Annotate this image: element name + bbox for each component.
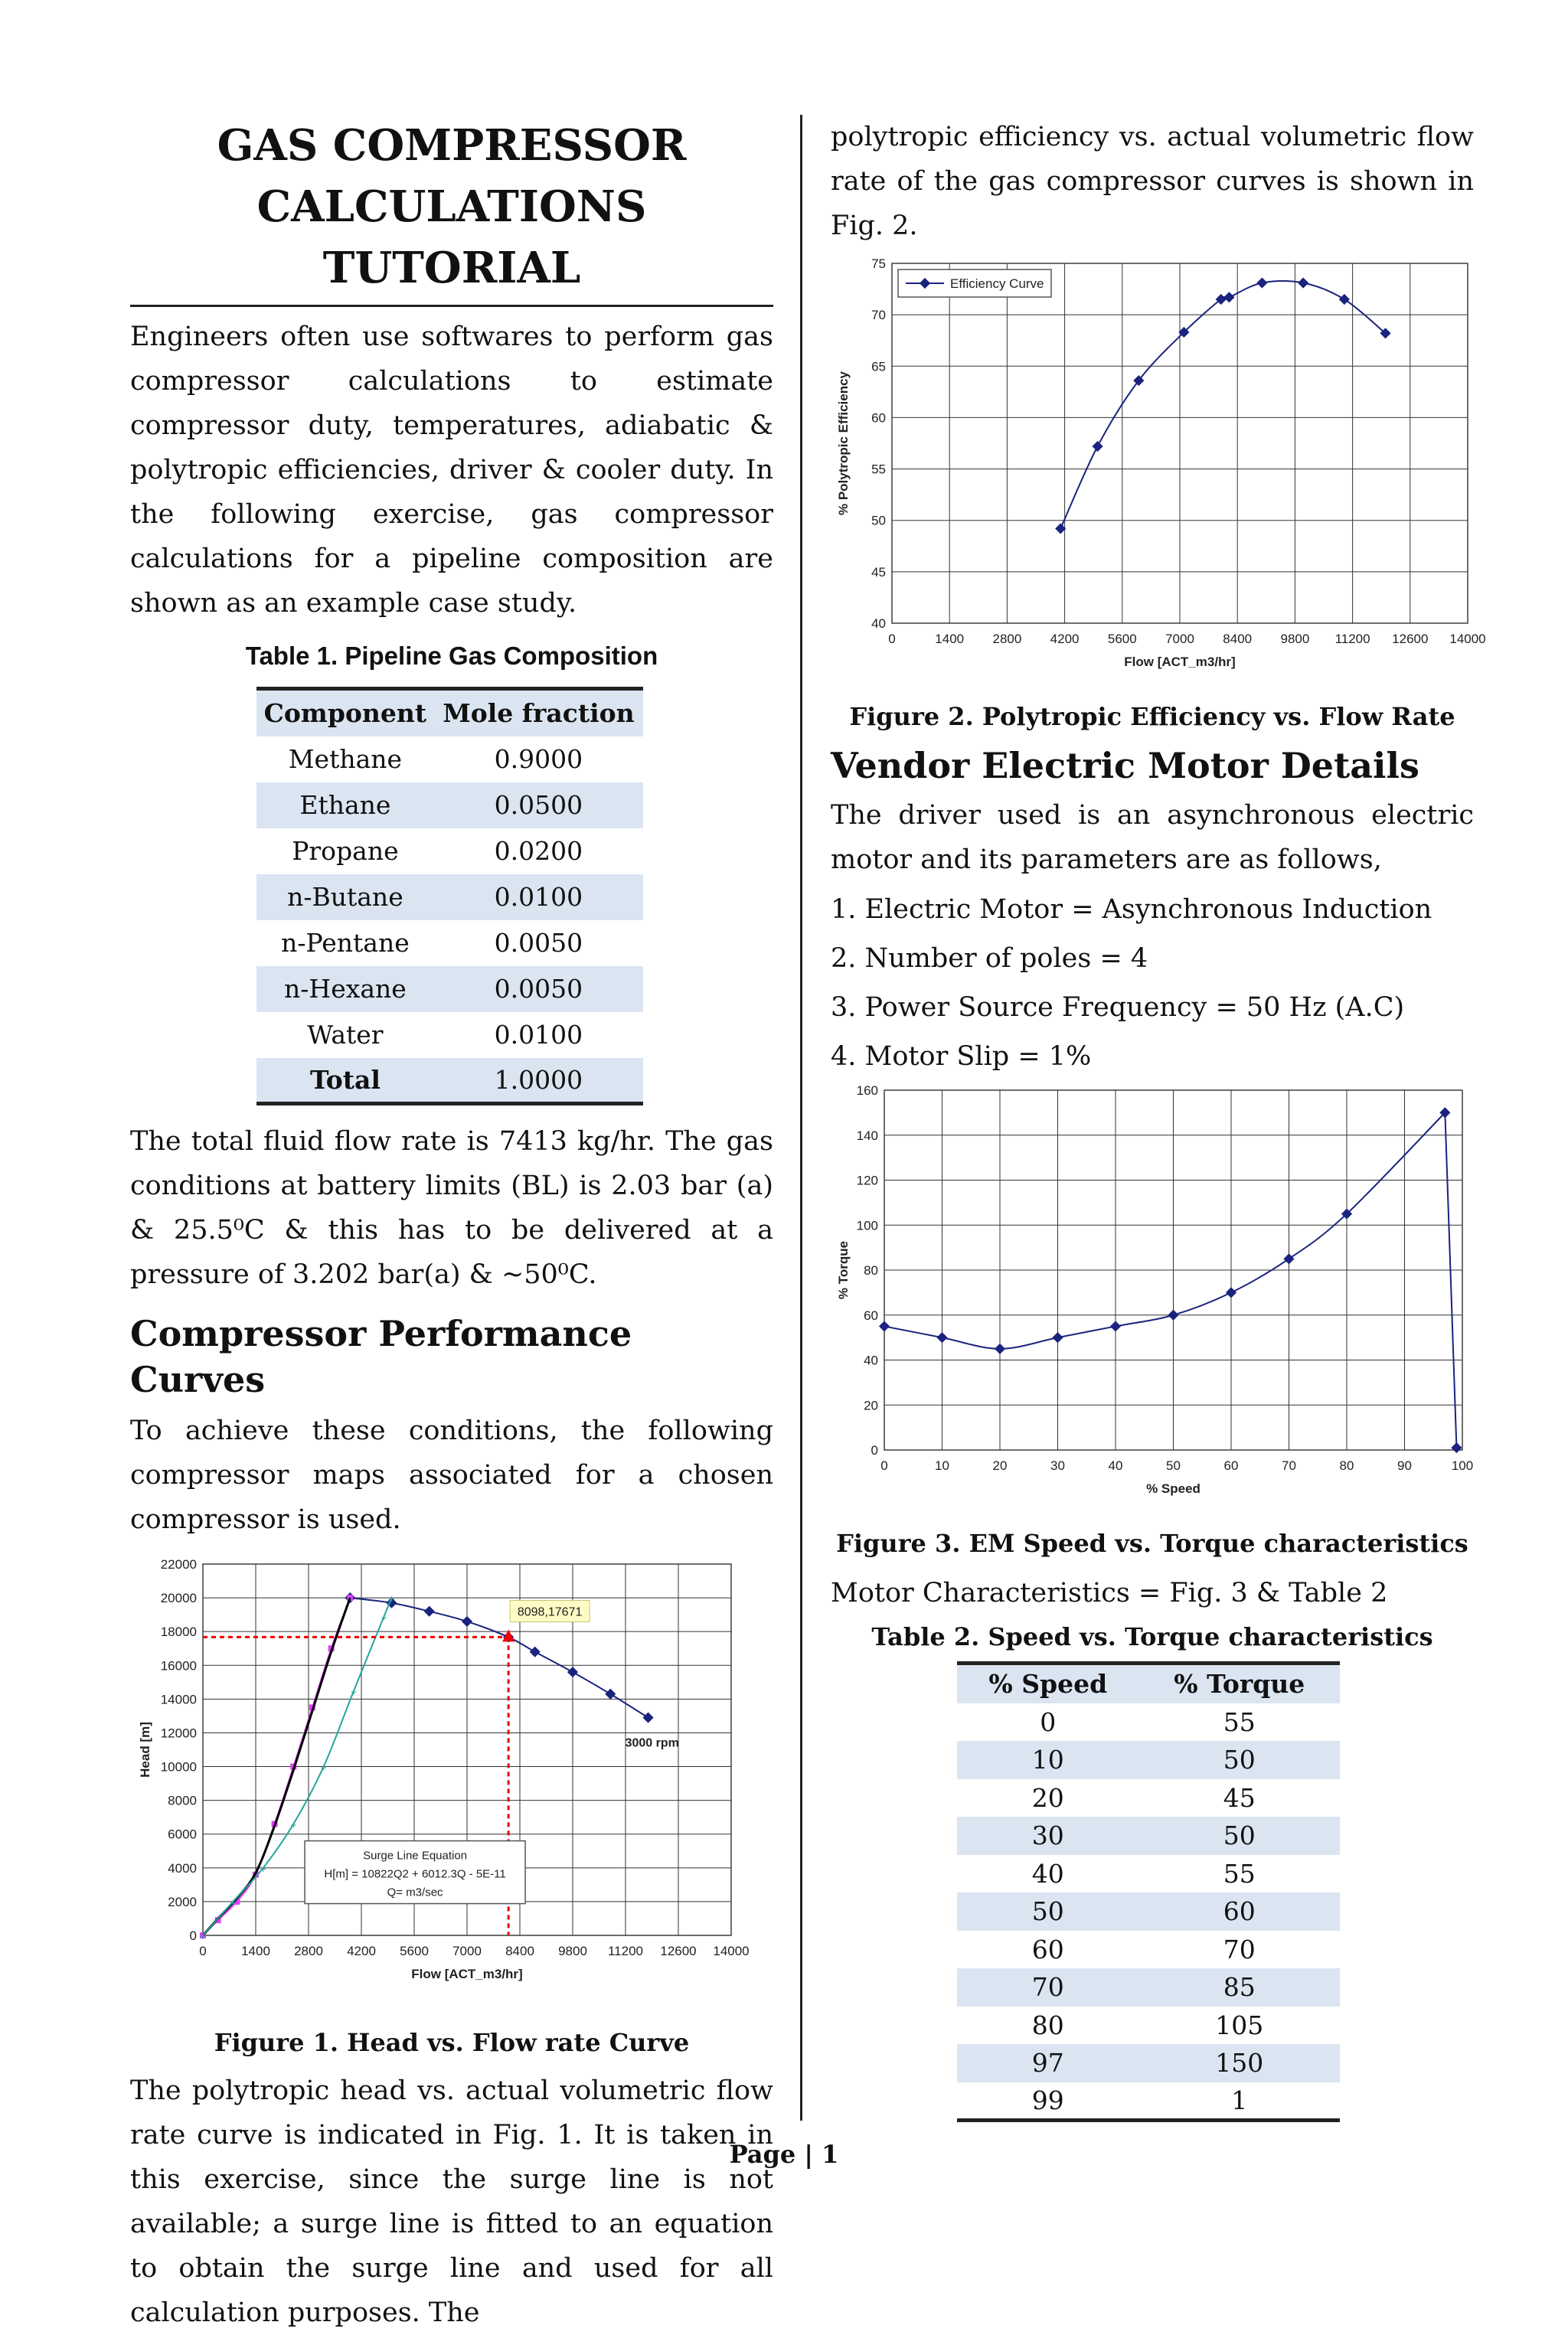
x-tick-label: 11200 — [1334, 632, 1370, 646]
data-point: + — [199, 1930, 207, 1942]
table-cell: 0.0050 — [494, 928, 583, 958]
x-tick-label: 5600 — [1107, 632, 1137, 646]
flow-paragraph: The total fluid flow rate is 7413 kg/hr. The gas conditions at battery limits (BL) is 2.03 bar (a) & 25.5⁰C & this has to be delivered at a pressure of 3.202 bar(a) & ~50⁰C. — [130, 1126, 773, 1290]
y-tick-label: 22000 — [160, 1557, 197, 1572]
table-row — [256, 736, 643, 782]
table2-header-speed: % Speed — [957, 1664, 1139, 1703]
figure1-caption: Figure 1. Head vs. Flow rate Curve — [214, 2028, 690, 2057]
x-tick-label: 1400 — [241, 1944, 270, 1958]
table-cell: n-Pentane — [281, 928, 410, 958]
section-heading-motor: Vendor Electric Motor Details — [831, 745, 1419, 786]
x-tick-label: 70 — [1282, 1458, 1296, 1473]
curves-paragraph: To achieve these conditions, the following compressor maps associated for a chosen compressor is used. — [130, 1416, 773, 1535]
data-point: + — [260, 1862, 266, 1875]
head-flow-chart — [130, 1553, 773, 2012]
table-cell: 60 — [1031, 1934, 1064, 1964]
table-row — [957, 1741, 1340, 1779]
table-cell: 0.9000 — [494, 744, 583, 774]
motor-paragraph: The driver used is an asynchronous electric motor and its parameters are as follows, — [831, 800, 1474, 875]
section-heading-curves: Compressor Performance Curves — [130, 1313, 632, 1400]
y-tick-label: 60 — [871, 410, 886, 426]
efficiency-intro-paragraph: polytropic efficiency vs. actual volumetric flow rate of the gas compressor curves is shown in Fig. 2. — [831, 122, 1474, 241]
x-tick-label: 2800 — [992, 632, 1022, 646]
y-tick-label: 12000 — [160, 1726, 197, 1741]
table-cell: 0.0050 — [434, 966, 643, 1012]
x-tick-label: 14000 — [713, 1944, 750, 1958]
table-cell: 1 — [1139, 2082, 1340, 2121]
y-tick-label: 160 — [856, 1083, 878, 1098]
table-row — [256, 920, 643, 966]
table-row — [256, 874, 643, 920]
x-tick-label: 11200 — [607, 1944, 644, 1958]
surge-equation-units: Q= m3/sec — [387, 1886, 443, 1899]
table-cell: 10 — [957, 1741, 1139, 1779]
table-cell: Water — [307, 1020, 384, 1050]
table1-header-component: Component — [256, 689, 434, 736]
table-cell: 1.0000 — [434, 1058, 643, 1104]
y-tick-label: 0 — [189, 1928, 197, 1943]
speed-torque-chart — [831, 1081, 1474, 1510]
y-axis-label: % Polytropic Efficiency — [836, 371, 851, 515]
table-cell: Propane — [292, 836, 399, 866]
data-point: + — [388, 1592, 395, 1605]
table-cell: 50 — [957, 1892, 1139, 1931]
data-point: + — [290, 1818, 297, 1831]
x-tick-label: 80 — [1339, 1458, 1354, 1473]
page-number: Page | 1 — [729, 2140, 839, 2169]
table2-caption: Table 2. Speed vs. Torque characteristics — [871, 1622, 1433, 1651]
x-tick-label: 9800 — [1280, 632, 1310, 646]
table-cell: 45 — [1223, 1782, 1256, 1813]
x-tick-label: 20 — [992, 1458, 1008, 1473]
table-cell: 70 — [1223, 1934, 1256, 1964]
table-row — [957, 1817, 1340, 1855]
table-cell: 70 — [957, 1968, 1139, 2007]
table-row — [957, 2007, 1340, 2045]
y-tick-label: 50 — [871, 513, 886, 528]
series-label-rpm: 3000 rpm — [625, 1736, 679, 1750]
title-line-2: CALCULATIONS TUTORIAL — [256, 181, 647, 293]
table-cell: n-Hexane — [256, 966, 434, 1012]
x-tick-label: 8400 — [505, 1944, 534, 1958]
y-tick-label: 40 — [864, 1353, 878, 1368]
title-line-1: GAS COMPRESSOR — [217, 120, 687, 171]
head-paragraph: The polytropic head vs. actual volumetric flow rate curve is indicated in Fig. 1. It is taken in this exercise, since the surge line is not available; a surge line is fitted to an equation to obtain the surge line and used for all calculation purposes. The — [130, 2075, 773, 2328]
table-cell: 105 — [1215, 2010, 1264, 2040]
x-tick-label: 30 — [1050, 1458, 1065, 1473]
table-cell: 40 — [1031, 1858, 1064, 1889]
table-row — [256, 782, 643, 828]
table-total-row — [256, 1058, 643, 1104]
table-cell: 85 — [1139, 1968, 1340, 2007]
y-tick-label: 8000 — [168, 1793, 197, 1808]
page-title — [130, 115, 773, 307]
x-tick-label: 10 — [935, 1458, 949, 1473]
table-row — [957, 2044, 1340, 2082]
table-cell: 60 — [1139, 1892, 1340, 1931]
table-cell: 97 — [957, 2044, 1139, 2082]
y-tick-label: 2000 — [168, 1894, 197, 1909]
left-column — [130, 115, 773, 2335]
y-tick-label: 100 — [856, 1218, 878, 1233]
y-tick-label: 18000 — [160, 1625, 197, 1640]
table-cell: Methane — [288, 744, 403, 774]
table-cell: Total — [256, 1058, 434, 1104]
y-tick-label: 80 — [864, 1263, 878, 1278]
y-axis-label: % Torque — [836, 1240, 851, 1300]
marker-tooltip-label: 8098,17671 — [517, 1605, 583, 1619]
x-tick-label: 60 — [1223, 1458, 1239, 1473]
x-axis-label: % Speed — [1146, 1481, 1200, 1496]
x-tick-label: 5600 — [400, 1944, 429, 1958]
y-tick-label: 10000 — [160, 1759, 197, 1775]
data-point: + — [320, 1761, 327, 1774]
y-tick-label: 20000 — [160, 1591, 197, 1606]
y-tick-label: 4000 — [168, 1860, 197, 1876]
table-row — [957, 1968, 1340, 2007]
x-tick-label: 90 — [1397, 1458, 1412, 1473]
table-cell: 80 — [1031, 2010, 1064, 2040]
y-tick-label: 20 — [864, 1398, 878, 1413]
table-row — [256, 1012, 643, 1058]
list-item: 3. Power Source Frequency = 50 Hz (A.C) — [831, 992, 1405, 1023]
y-tick-label: 6000 — [168, 1827, 197, 1842]
table-row — [256, 828, 643, 874]
table-cell: 50 — [1139, 1817, 1340, 1855]
table-cell: 20 — [1031, 1782, 1064, 1813]
table2-header-torque: % Torque — [1139, 1664, 1340, 1703]
y-tick-label: 16000 — [160, 1658, 197, 1674]
y-tick-label: 65 — [871, 359, 886, 374]
y-tick-label: 120 — [856, 1173, 878, 1188]
x-tick-label: 0 — [199, 1944, 207, 1958]
motor-parameter-list — [831, 885, 1474, 1081]
x-tick-label: 12600 — [660, 1944, 697, 1958]
y-tick-label: 60 — [864, 1308, 878, 1323]
x-tick-label: 12600 — [1392, 632, 1429, 646]
table-cell: 0.0200 — [494, 836, 583, 866]
x-tick-label: 0 — [888, 632, 896, 646]
intro-paragraph: Engineers often use softwares to perform gas compressor calculations to estimate compressor duty, temperatures, adiabatic & polytropic efficiencies, driver & cooler duty. In the following exercise, gas compressor calculations for a pipeline composition are shown as an example case study. — [130, 322, 773, 619]
y-axis-label: Head [m] — [138, 1722, 152, 1778]
speed-torque-table — [957, 1661, 1340, 2122]
x-tick-label: 100 — [1451, 1458, 1474, 1473]
x-tick-label: 4200 — [347, 1944, 376, 1958]
figure3-caption: Figure 3. EM Speed vs. Torque characteristics — [836, 1529, 1468, 1558]
x-axis-label: Flow [ACT_m3/hr] — [411, 1967, 523, 1981]
list-item: 4. Motor Slip = 1% — [831, 1041, 1092, 1072]
table-cell: 30 — [957, 1817, 1139, 1855]
legend-label: Efficiency Curve — [950, 276, 1044, 291]
x-tick-label: 7000 — [1165, 632, 1194, 646]
x-tick-label: 8400 — [1223, 632, 1253, 646]
column-divider — [800, 115, 802, 2121]
x-tick-label: 14000 — [1449, 632, 1486, 646]
y-tick-label: 140 — [856, 1128, 878, 1143]
data-point: + — [230, 1896, 237, 1909]
y-tick-label: 70 — [871, 308, 886, 323]
table-cell: Ethane — [256, 782, 434, 828]
table-row — [957, 1703, 1340, 1742]
table-cell: 0.0500 — [434, 782, 643, 828]
x-tick-label: 50 — [1166, 1458, 1181, 1473]
table1-caption: Table 1. Pipeline Gas Composition — [245, 642, 658, 670]
composition-table — [256, 687, 643, 1105]
table-cell: 55 — [1223, 1858, 1256, 1889]
table-cell: 55 — [1223, 1706, 1256, 1737]
table-cell: 50 — [1139, 1741, 1340, 1779]
y-tick-label: 40 — [871, 616, 886, 631]
x-tick-label: 2800 — [294, 1944, 323, 1958]
table-cell: 0.0100 — [494, 1020, 583, 1050]
x-tick-label: 1400 — [935, 632, 965, 646]
y-tick-label: 75 — [871, 256, 886, 271]
x-tick-label: 0 — [880, 1458, 888, 1473]
table-row — [957, 2082, 1340, 2121]
y-tick-label: 0 — [871, 1443, 878, 1458]
table-cell: n-Butane — [256, 874, 434, 920]
x-axis-label: Flow [ACT_m3/hr] — [1124, 655, 1236, 669]
motor-characteristics-text: Motor Characteristics = Fig. 3 & Table 2 — [831, 1578, 1388, 1608]
surge-equation: H[m] = 10822Q2 + 6012.3Q - 5E-11 — [324, 1867, 506, 1881]
data-point: + — [381, 1611, 387, 1624]
table-row — [957, 1779, 1340, 1817]
table1-header-mole-fraction: Mole fraction — [434, 689, 643, 736]
table-row — [256, 966, 643, 1012]
x-tick-label: 7000 — [452, 1944, 482, 1958]
efficiency-flow-chart — [831, 254, 1486, 691]
figure2-caption: Figure 2. Polytropic Efficiency vs. Flow Rate — [849, 702, 1455, 731]
y-tick-label: 45 — [871, 564, 886, 580]
y-tick-label: 55 — [871, 462, 886, 477]
table-cell: 0.0100 — [434, 874, 643, 920]
list-item: 1. Electric Motor = Asynchronous Induction — [831, 894, 1432, 925]
y-tick-label: 14000 — [160, 1692, 197, 1707]
table-row — [957, 1855, 1340, 1893]
x-tick-label: 4200 — [1050, 632, 1080, 646]
table-cell: 150 — [1139, 2044, 1340, 2082]
table-cell: 0 — [1040, 1706, 1057, 1737]
data-point: + — [351, 1685, 358, 1698]
table-row — [957, 1892, 1340, 1931]
table-row — [957, 1931, 1340, 1969]
surge-equation-title: Surge Line Equation — [363, 1849, 468, 1863]
x-tick-label: 9800 — [558, 1944, 587, 1958]
list-item: 2. Number of poles = 4 — [831, 943, 1148, 974]
right-column — [831, 115, 1486, 2122]
table-cell: 99 — [957, 2082, 1139, 2121]
x-tick-label: 40 — [1108, 1458, 1123, 1473]
